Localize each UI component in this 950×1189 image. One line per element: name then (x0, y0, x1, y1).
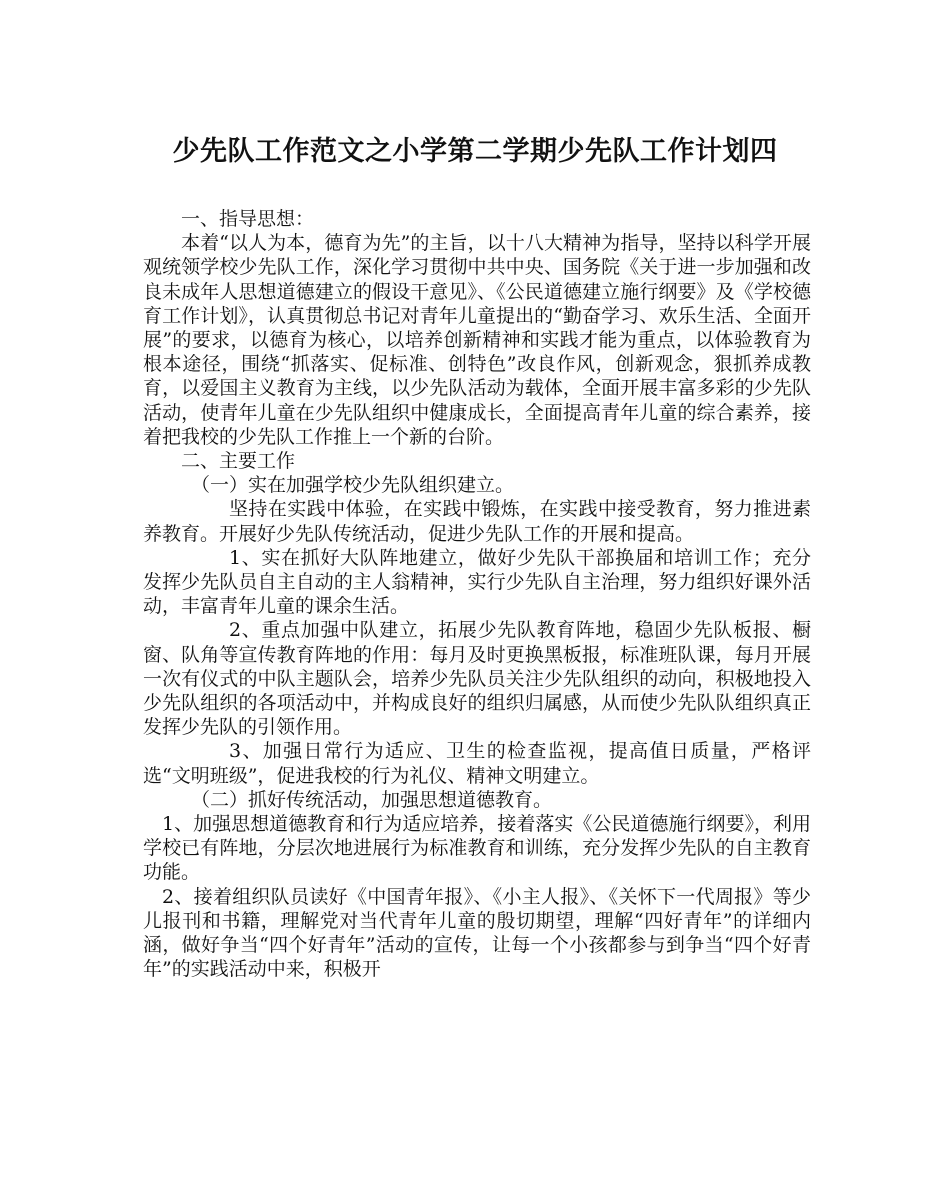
list-item-2-squadron: 2、重点加强中队建立，拓展少先队教育阵地，稳固少先队板报、橱窗、队角等宣传教育阵地的作用：每月及时更换黑板报，标准班队课，每月开展一次有仪式的中队主题队会，培养少先队员关注少先队组织的动向，积极地投入少先队组织的各项活动中，并构成良好的组织归属感，从而使少先队队组织真正发挥少先队的引领作用。 (143, 619, 811, 739)
section-heading-guiding-ideology: 一、指导思想： (181, 208, 315, 230)
paragraph-practice: 坚持在实践中体验，在实践中锻炼，在实践中接受教育，努力推进素养教育。开展好少先队传统活动，促进少先队工作的开展和提高。 (143, 498, 811, 545)
paragraph-guiding-ideology: 本着“以人为本，德育为先”的主旨，以十八大精神为指导，坚持以科学开展观统领学校少先队工作，深化学习贯彻中共中央、国务院《关于进一步加强和改良未成年人思想道德建立的假设干意见》、《公民道德建立施行纲要》及《学校德育工作计划》，认真贯彻总书记对青年儿童提出的“勤奋学习、欢乐生活、全面开展”的要求，以德育为核心，以培养创新精神和实践才能为重点，以体验教育为根本途径，围绕“抓落实、促标准、创特色”改良作风，创新观念，狠抓养成教育，以爱国主义教育为主线，以少先队活动为载体，全面开展丰富多彩的少先队活动，使青年儿童在少先队组织中健康成长，全面提高青年儿童的综合素养，接着把我校的少先队工作推上一个新的台阶。 (143, 232, 811, 448)
subsection-heading-traditional-activities: （二）抓好传统活动，加强思想道德教育。 (191, 788, 553, 811)
list-item-1-brigade: 1、实在抓好大队阵地建立，做好少先队干部换届和培训工作；充分发挥少先队员自主自动的主人翁精神，实行少先队自主治理，努力组织好课外活动，丰富青年儿童的课余生活。 (143, 546, 811, 618)
section-heading-main-work: 二、主要工作 (181, 450, 296, 473)
document-title: 少先队工作范文之小学第二学期少先队工作计划四 (172, 136, 778, 167)
list-item-3-daily-behavior: 3、加强日常行为适应、卫生的检查监视，提高值日质量，严格评选“文明班级”，促进我校的行为礼仪、精神文明建立。 (143, 740, 811, 787)
document-body (143, 207, 811, 982)
list-item-2-reading: 2、接着组织队员读好《中国青年报》、《小主人报》、《关怀下一代周报》等少儿报刊和书籍，理解党对当代青年儿童的殷切期望，理解“四好青年”的详细内涵，做好争当“四个好青年”活动的宣传，让每一个小孩都参与到争当“四个好青年”的实践活动中来，积极开 (143, 885, 811, 981)
list-item-1-moral-education: 1、加强思想道德教育和行为适应培养，接着落实《公民道德施行纲要》，利用学校已有阵地，分层次地进展行为标准教育和训练，充分发挥少先队的自主教育功能。 (143, 813, 811, 884)
subsection-heading-organization: （一）实在加强学校少先队组织建立。 (191, 474, 515, 497)
